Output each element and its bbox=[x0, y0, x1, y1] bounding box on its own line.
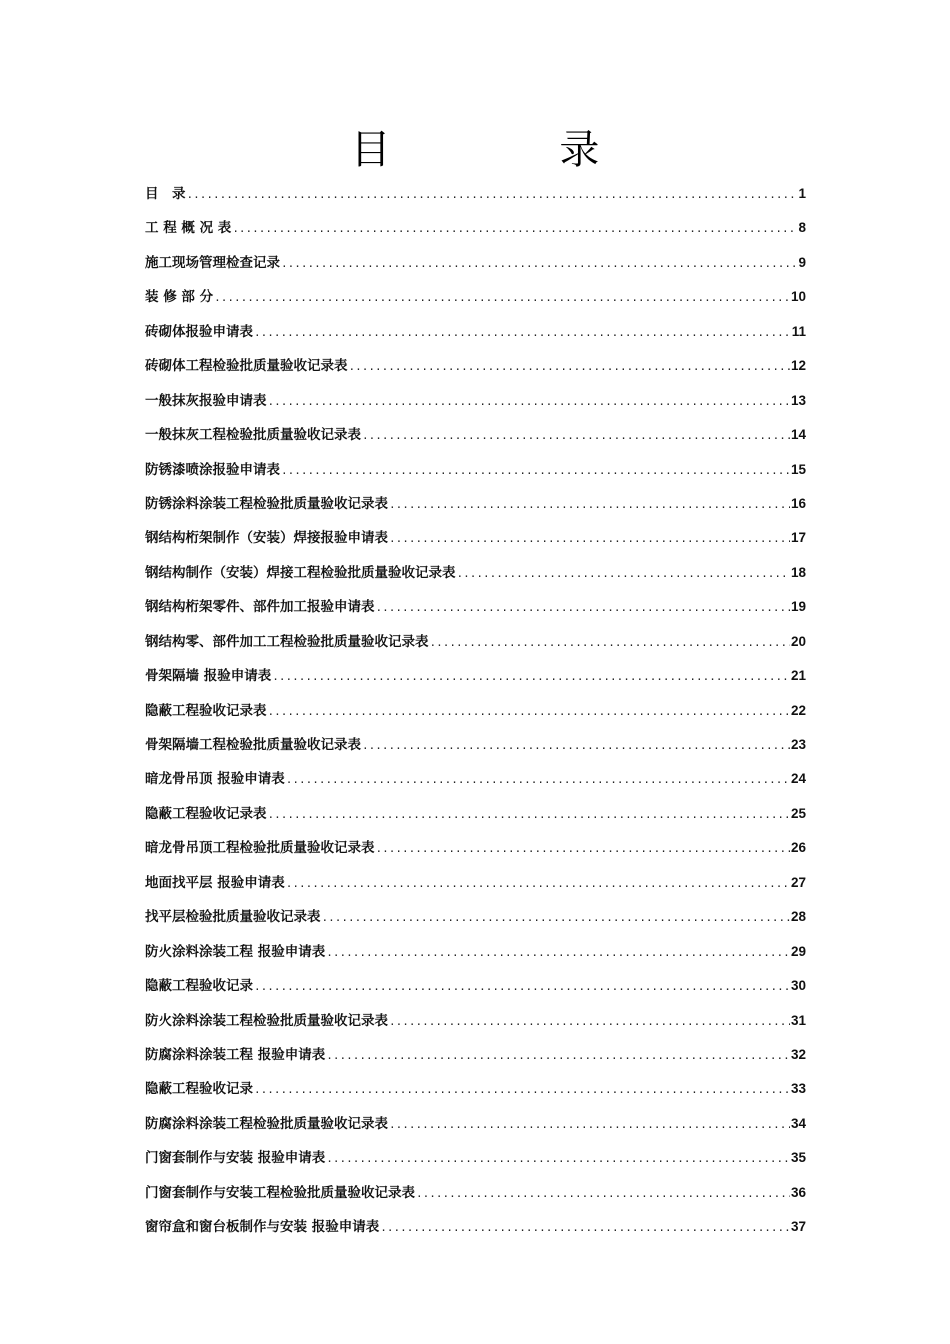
dot-leader bbox=[389, 493, 790, 517]
dot-leader bbox=[362, 424, 790, 448]
toc-entry-page-number: 30 bbox=[790, 978, 806, 994]
dot-leader bbox=[214, 286, 790, 310]
dot-leader bbox=[326, 941, 790, 965]
toc-entry[interactable] bbox=[145, 423, 806, 457]
dot-leader bbox=[389, 1113, 790, 1137]
toc-entry-page-number: 14 bbox=[790, 427, 806, 443]
toc-entry[interactable] bbox=[145, 905, 806, 939]
toc-entry[interactable] bbox=[145, 389, 806, 423]
toc-entry-label: 暗龙骨吊顶工程检验批质量验收记录表 bbox=[145, 840, 375, 857]
dot-leader bbox=[254, 1078, 790, 1102]
toc-title: 目 录 bbox=[350, 127, 678, 173]
toc-entry[interactable] bbox=[145, 1181, 806, 1215]
dot-leader bbox=[254, 975, 790, 999]
toc-entry-page-number: 21 bbox=[790, 668, 806, 684]
toc-entry[interactable] bbox=[145, 320, 806, 354]
toc-entry[interactable] bbox=[145, 630, 806, 664]
toc-entry-label: 施工现场管理检查记录 bbox=[145, 254, 280, 271]
dot-leader bbox=[281, 459, 790, 483]
toc-entry-label: 隐蔽工程验收记录表 bbox=[145, 702, 267, 719]
toc-entry-label: 隐蔽工程验收记录 bbox=[145, 1081, 253, 1098]
dot-leader bbox=[416, 1182, 790, 1206]
toc-entry[interactable] bbox=[145, 285, 806, 319]
toc-entry[interactable] bbox=[145, 699, 806, 733]
toc-entry-label: 隐蔽工程验收记录表 bbox=[145, 805, 267, 822]
toc-entry-page-number: 19 bbox=[790, 599, 806, 615]
toc-entry[interactable] bbox=[145, 871, 806, 905]
toc-entry-page-number: 8 bbox=[798, 220, 806, 236]
toc-entry-page-number: 10 bbox=[790, 289, 806, 305]
toc-entry[interactable] bbox=[145, 182, 806, 216]
toc-entry[interactable] bbox=[145, 836, 806, 870]
toc-entry[interactable] bbox=[145, 767, 806, 801]
dot-leader bbox=[272, 665, 790, 689]
dot-leader bbox=[268, 700, 790, 724]
dot-leader bbox=[376, 837, 790, 861]
toc-entry-label: 一般抹灰工程检验批质量验收记录表 bbox=[145, 427, 361, 444]
toc-entry-label: 一般抹灰报验申请表 bbox=[145, 392, 267, 409]
toc-entry-page-number: 26 bbox=[790, 840, 806, 856]
toc-entry-label: 钢结构桁架零件、部件加工报验申请表 bbox=[145, 599, 375, 616]
toc-list bbox=[145, 182, 806, 1250]
toc-entry-label: 地面找平层 报验申请表 bbox=[145, 874, 285, 891]
toc-entry-page-number: 15 bbox=[790, 461, 806, 477]
toc-entry-label: 骨架隔墙 报验申请表 bbox=[145, 668, 272, 685]
toc-entry-page-number: 18 bbox=[790, 564, 806, 580]
toc-entry[interactable] bbox=[145, 940, 806, 974]
toc-entry-page-number: 17 bbox=[790, 530, 806, 546]
toc-entry-page-number: 1 bbox=[798, 186, 806, 201]
toc-entry-page-number: 37 bbox=[790, 1219, 806, 1235]
dot-leader bbox=[187, 183, 798, 207]
toc-entry-label: 钢结构制作（安装）焊接工程检验批质量验收记录表 bbox=[145, 564, 456, 581]
toc-entry[interactable] bbox=[145, 458, 806, 492]
toc-entry[interactable] bbox=[145, 216, 806, 250]
toc-entry[interactable] bbox=[145, 251, 806, 285]
toc-entry-label: 工 程 概 况 表 bbox=[145, 220, 232, 237]
dot-leader bbox=[457, 562, 790, 586]
toc-entry[interactable] bbox=[145, 492, 806, 526]
dot-leader bbox=[349, 355, 790, 379]
toc-entry-page-number: 36 bbox=[790, 1184, 806, 1200]
toc-entry-page-number: 23 bbox=[790, 737, 806, 752]
toc-entry[interactable] bbox=[145, 1077, 806, 1111]
toc-entry[interactable] bbox=[145, 526, 806, 560]
toc-entry-label: 防腐涂料涂装工程检验批质量验收记录表 bbox=[145, 1115, 388, 1132]
dot-leader bbox=[254, 321, 791, 345]
dot-leader bbox=[286, 768, 790, 792]
dot-leader bbox=[326, 1147, 790, 1171]
dot-leader bbox=[232, 217, 797, 241]
toc-entry-label: 暗龙骨吊顶 报验申请表 bbox=[145, 771, 285, 788]
toc-entry[interactable] bbox=[145, 802, 806, 836]
toc-entry-label: 砖砌体工程检验批质量验收记录表 bbox=[145, 358, 348, 375]
toc-entry-label: 防火涂料涂装工程 报验申请表 bbox=[145, 943, 326, 960]
toc-entry-label: 骨架隔墙工程检验批质量验收记录表 bbox=[145, 737, 361, 753]
toc-entry-label: 窗帘盒和窗台板制作与安装 报验申请表 bbox=[145, 1219, 380, 1236]
dot-leader bbox=[380, 1216, 790, 1240]
toc-entry-label: 防火涂料涂装工程检验批质量验收记录表 bbox=[145, 1012, 388, 1029]
toc-entry[interactable] bbox=[145, 561, 806, 595]
toc-entry-page-number: 34 bbox=[790, 1115, 806, 1131]
toc-entry-page-number: 28 bbox=[790, 909, 806, 925]
dot-leader bbox=[268, 803, 790, 827]
toc-entry-page-number: 25 bbox=[790, 805, 806, 821]
toc-entry[interactable] bbox=[145, 1146, 806, 1180]
toc-entry-page-number: 33 bbox=[790, 1081, 806, 1097]
toc-entry-page-number: 22 bbox=[790, 702, 806, 718]
toc-entry-label: 找平层检验批质量验收记录表 bbox=[145, 909, 321, 926]
toc-entry-page-number: 32 bbox=[790, 1046, 806, 1062]
dot-leader bbox=[322, 906, 790, 930]
toc-entry-page-number: 31 bbox=[790, 1012, 806, 1028]
toc-entry[interactable] bbox=[145, 595, 806, 629]
toc-entry-page-number: 9 bbox=[798, 254, 806, 270]
toc-entry-label: 砖砌体报验申请表 bbox=[145, 323, 253, 340]
toc-entry-label: 隐蔽工程验收记录 bbox=[145, 978, 253, 995]
toc-entry[interactable] bbox=[145, 1112, 806, 1146]
dot-leader bbox=[389, 527, 790, 551]
toc-entry-page-number: 12 bbox=[790, 358, 806, 374]
dot-leader bbox=[430, 631, 790, 655]
toc-entry-label: 门窗套制作与安装 报验申请表 bbox=[145, 1150, 326, 1167]
toc-entry-label: 装 修 部 分 bbox=[145, 289, 214, 306]
toc-entry-page-number: 29 bbox=[790, 943, 806, 959]
dot-leader bbox=[389, 1010, 790, 1034]
toc-entry-page-number: 24 bbox=[790, 771, 806, 787]
dot-leader bbox=[362, 734, 790, 758]
toc-entry-page-number: 16 bbox=[790, 495, 806, 511]
dot-leader bbox=[326, 1044, 790, 1068]
toc-entry[interactable] bbox=[145, 664, 806, 698]
toc-entry[interactable] bbox=[145, 354, 806, 388]
toc-entry-label: 防锈涂料涂装工程检验批质量验收记录表 bbox=[145, 495, 388, 512]
toc-entry-label: 目 录 bbox=[145, 186, 186, 202]
toc-entry-label: 防腐涂料涂装工程 报验申请表 bbox=[145, 1046, 326, 1063]
toc-entry-page-number: 20 bbox=[790, 633, 806, 649]
toc-entry-page-number: 13 bbox=[790, 392, 806, 408]
toc-entry-page-number: 27 bbox=[790, 874, 806, 890]
dot-leader bbox=[281, 252, 797, 276]
toc-entry-page-number: 35 bbox=[790, 1150, 806, 1166]
toc-entry[interactable] bbox=[145, 1009, 806, 1043]
toc-entry[interactable] bbox=[145, 1043, 806, 1077]
toc-entry[interactable] bbox=[145, 1215, 806, 1249]
toc-entry-page-number: 11 bbox=[791, 323, 806, 339]
dot-leader bbox=[268, 390, 790, 414]
toc-entry-label: 防锈漆喷涂报验申请表 bbox=[145, 461, 280, 478]
toc-entry[interactable] bbox=[145, 974, 806, 1008]
toc-entry-label: 钢结构零、部件加工工程检验批质量验收记录表 bbox=[145, 633, 429, 650]
toc-entry-label: 钢结构桁架制作（安装）焊接报验申请表 bbox=[145, 530, 388, 547]
dot-leader bbox=[286, 872, 790, 896]
toc-entry-label: 门窗套制作与安装工程检验批质量验收记录表 bbox=[145, 1184, 415, 1201]
toc-entry[interactable] bbox=[145, 733, 806, 767]
dot-leader bbox=[376, 596, 790, 620]
